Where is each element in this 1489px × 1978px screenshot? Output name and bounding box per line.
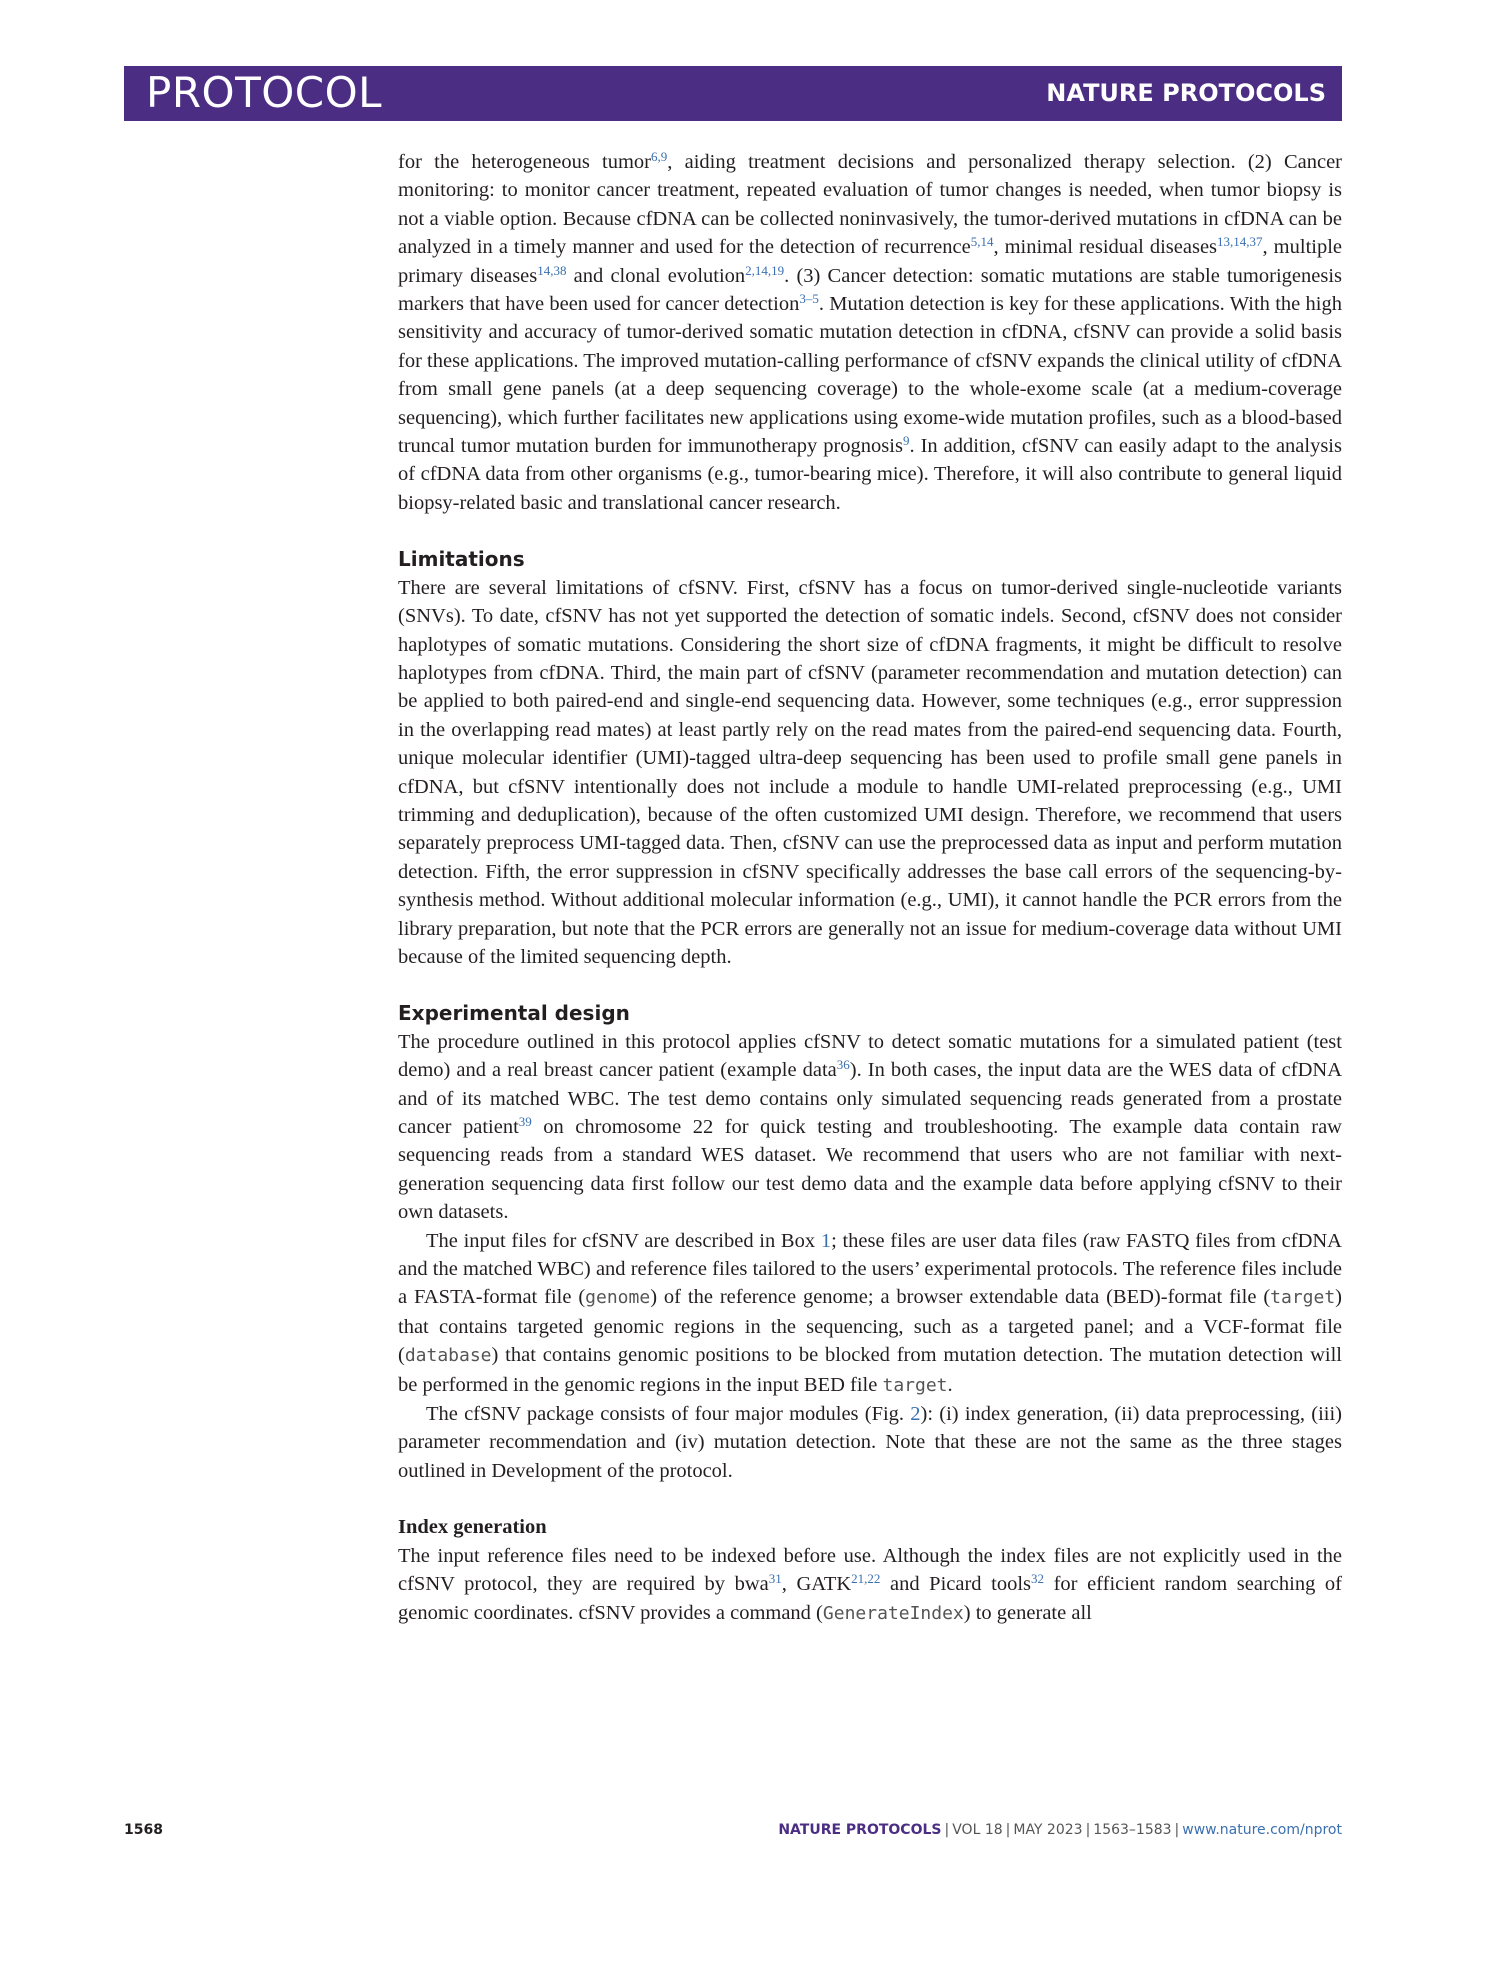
text-run: ) to generate all: [963, 1601, 1092, 1624]
footer-journal: NATURE PROTOCOLS: [778, 1822, 942, 1838]
experimental-design-paragraph-3: [398, 1400, 1342, 1485]
citation[interactable]: 21,22: [851, 1571, 881, 1587]
limitations-paragraph: There are several limitations of cfSNV. First, cfSNV has a focus on tumor-derived single-nucleotide variants (SNVs). To date, cfSNV has not yet supported the detection of somatic indels. Second, cfSNV does not consider haplotypes of somatic mutations. Considering the short size of cfDNA fragments, it might be difficult to resolve haplotypes from cfDNA. Third, the main part of cfSNV (parameter recommendation and mutation detection) can be applied to both paired-end and single-end sequencing data. However, some techniques (e.g., error suppression in the overlapping read mates) at least partly rely on the read mates from the paired-end sequencing data. Fourth, unique molecular identifier (UMI)-tagged ultra-deep sequencing has been used to profile small gene panels in cfDNA, but cfSNV intentionally does not include a module to handle UMI-related preprocessing (e.g., UMI trimming and deduplication), because of the often customized UMI design. Therefore, we recommend that users separately preprocess UMI-tagged data. Then, cfSNV can use the preprocessed data as input and perform mutation detection. Fifth, the error suppression in cfSNV specifically addresses the base call errors of the sequencing-by-synthesis method. Without additional molecular information (e.g., UMI), it cannot handle the PCR errors from the library preparation, but note that the PCR errors are generally not an issue for medium-coverage data without UMI because of the limited sequencing depth.: [398, 576, 1342, 968]
footer-separator: |: [1005, 1822, 1011, 1838]
footer-separator: |: [944, 1822, 950, 1838]
citation[interactable]: 31: [768, 1571, 782, 1587]
text-run: The input files for cfSNV are described in Box: [426, 1229, 821, 1252]
text-run: ; these files are user data files (raw FASTQ files from cfDNA and the matched WBC) and reference files tailored to the users’ experimental protocols. The reference files include a FASTA-format file (: [398, 1229, 1342, 1309]
code-database: database: [404, 1345, 492, 1367]
text-run: The input reference files need to be indexed before use. Although the index files are not explicitly used in the cfSNV protocol, they are required by bwa: [398, 1544, 1342, 1596]
code-genome: genome: [585, 1287, 651, 1309]
citation[interactable]: 36: [836, 1057, 850, 1073]
section-label: PROTOCOL: [146, 68, 383, 117]
footer-citation: [778, 1820, 1342, 1840]
text-run: on chromosome 22 for quick testing and troubleshooting. The example data contain raw sequencing reads from a standard WES dataset. We recommend that users who are not familiar with next-generation sequencing data first follow our test demo data and the example data before applying cfSNV to their own datasets.: [398, 1116, 1342, 1224]
text-run: for the heterogeneous tumor: [398, 151, 652, 173]
article-body: [398, 148, 1342, 1628]
text-run: , GATK: [781, 1573, 852, 1596]
text-run: The procedure outlined in this protocol applies cfSNV to detect somatic mutations for a simulated patient (test demo) and a real breast cancer patient (example data: [398, 1030, 1342, 1082]
box-link[interactable]: 1: [820, 1229, 832, 1252]
text-run: ): (i) index generation, (ii) data preprocessing, (iii) parameter recommendation and (iv) mutation detection. Note that these are not the same as the three stages outlined in Development of the protocol.: [398, 1403, 1342, 1482]
footer-volume: VOL 18: [952, 1822, 1003, 1838]
text-run: ) that contains genomic positions to be blocked from mutation detection. The mutation detection will be performed in the genomic regions in the input BED file: [398, 1344, 1342, 1396]
index-generation-heading: Index generation: [398, 1516, 547, 1539]
text-run: and clonal evolution: [566, 264, 746, 287]
text-run: . (3) Cancer detection: somatic mutations are stable tumorigenesis markers that have been used for cancer detection: [398, 264, 1342, 316]
citation[interactable]: 32: [1031, 1571, 1044, 1587]
text-run: The cfSNV package consists of four major modules (Fig.: [426, 1403, 911, 1426]
citation[interactable]: 6,9: [651, 149, 668, 164]
footer-separator: |: [1174, 1822, 1180, 1838]
citation[interactable]: 2,14,19: [745, 262, 785, 278]
code-target: target: [1270, 1287, 1336, 1309]
text-run: , multiple primary diseases: [398, 236, 1343, 287]
journal-name: NATURE PROTOCOLS: [1046, 79, 1326, 107]
index-generation-paragraph: [398, 1542, 1342, 1628]
footer-separator: |: [1085, 1822, 1091, 1838]
text-run: for efficient random searching of genomic coordinates. cfSNV provides a command (: [398, 1573, 1342, 1624]
section-gap: [398, 971, 1342, 999]
citation[interactable]: 9: [902, 433, 910, 449]
footer-url-link[interactable]: www.nature.com/nprot: [1182, 1822, 1342, 1838]
text-run: . In addition, cfSNV can easily adapt to the analysis of cfDNA data from other organisms (e.g., tumor-bearing mice). Therefore, it will also contribute to general liquid biopsy-related basic and translational cancer research.: [398, 435, 1342, 514]
figure-link[interactable]: 2: [910, 1403, 921, 1426]
text-run: , aiding treatment decisions and personalized therapy selection. (2) Cancer monitoring: to monitor cancer treatment, repeated evaluation of tumor changes is needed, when tumor biopsy is not a viable option. Because cfDNA can be collected noninvasively, the tumor-derived mutations in cfDNA can be analyzed in a timely manner and used for the detection of recurrence: [398, 151, 1343, 259]
text-run: ). In both cases, the input data are the WES data of cfDNA and of its matched WBC. The test demo contains only simulated sequencing reads generated from a prostate cancer patient: [398, 1059, 1343, 1138]
experimental-design-paragraph-2: [398, 1227, 1342, 1400]
text-run: . Mutation detection is key for these applications. With the high sensitivity and accuracy of tumor-derived somatic mutation detection in cfDNA, cfSNV can provide a solid basis for these applications. The improved mutation-calling performance of cfSNV expands the clinical utility of cfDNA from small gene panels (at a deep sequencing coverage) to the whole-exome scale (at a medium-coverage sequencing), which further facilitates new applications using exome-wide mutation profiles, such as a blood-based truncal tumor mutation burden for immunotherapy prognosis: [398, 293, 1342, 458]
header-bar: [124, 66, 1342, 121]
text-run: ) that contains targeted genomic regions in the sequencing, such as a targeted panel; and a VCF-format file (: [398, 1286, 1342, 1367]
code-target: target: [882, 1374, 948, 1396]
citation[interactable]: 39: [518, 1114, 532, 1129]
citation[interactable]: 13,14,37: [1217, 234, 1263, 250]
experimental-design-paragraph-1: [398, 1028, 1342, 1227]
footer-pages: 1563–1583: [1093, 1822, 1172, 1838]
experimental-design-heading: Experimental design: [398, 1001, 630, 1026]
page-number: 1568: [124, 1822, 163, 1838]
section-gap: [398, 517, 1342, 545]
citation[interactable]: 3–5: [799, 291, 819, 307]
citation[interactable]: 14,38: [537, 262, 567, 278]
code-generateindex: GenerateIndex: [822, 1602, 964, 1624]
footer-date: MAY 2023: [1013, 1822, 1083, 1838]
intro-paragraph: [398, 148, 1342, 517]
text-run: and Picard tools: [880, 1573, 1031, 1596]
text-run: , minimal residual diseases: [993, 236, 1218, 259]
section-gap: [398, 1485, 1342, 1513]
text-run: .: [947, 1373, 953, 1396]
text-run: ) of the reference genome; a browser extendable data (BED)-format file (: [650, 1286, 1271, 1309]
citation[interactable]: 5,14: [970, 234, 994, 250]
limitations-heading: Limitations: [398, 547, 525, 572]
